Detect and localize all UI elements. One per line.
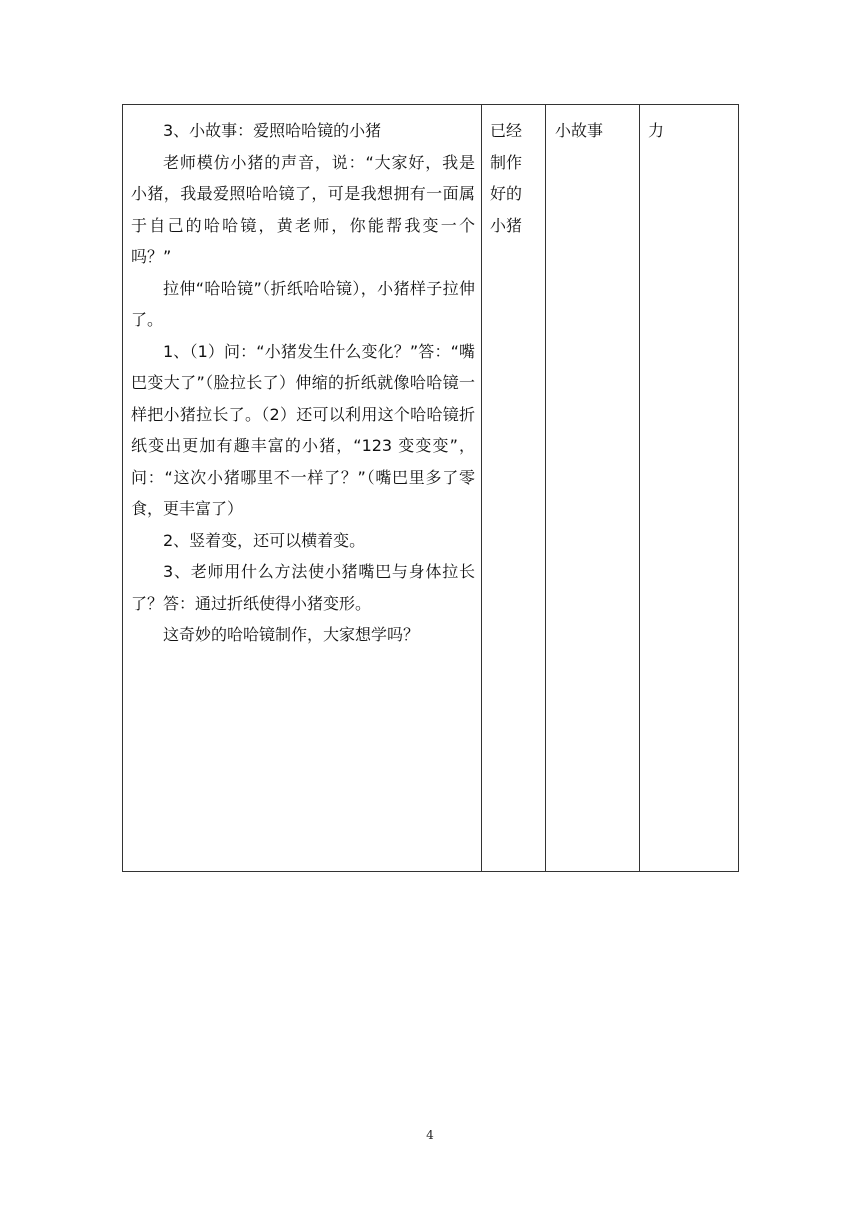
activity-paragraph: 2、竖着变，还可以横着变。	[163, 530, 366, 550]
activity-paragraph: 老师模仿小猪的声音，说：“大家好，我是小猪，我最爱照哈哈镜了，可是我想拥有一面属于自己的哈哈镜，黄老师，你能帮我变一个吗？”	[131, 152, 475, 266]
lesson-row	[123, 105, 739, 872]
materials-line: 制作	[490, 152, 523, 172]
materials-line: 已经	[490, 121, 523, 140]
activity-paragraph: 1、（1）问：“小猪发生什么变化？”答：“嘴巴变大了”（脸拉长了）伸缩的折纸就像哈哈镜一样把小猪拉长了。（2）还可以利用这个哈哈镜折纸变出更加有趣丰富的小猪，“123 变变变”，问：“这次小猪哪里不一样了？”（嘴巴里多了零食，更丰富了）	[131, 341, 475, 518]
lesson-table	[122, 104, 739, 872]
activity-heading: 3、小故事：爱照哈哈镜的小猪	[163, 121, 382, 140]
materials-line: 小猪	[490, 215, 523, 235]
activity-paragraph: 这奇妙的哈哈镜制作，大家想学吗？	[163, 625, 420, 644]
materials-cell	[482, 105, 546, 872]
activity-paragraph: 拉伸“哈哈镜”（折纸哈哈镜），小猪样子拉伸了。	[131, 278, 475, 329]
goal-cell: 力	[640, 105, 739, 872]
materials-line: 好的	[490, 184, 523, 203]
activity-cell	[123, 105, 482, 872]
activity-paragraph: 3、老师用什么方法使小猪嘴巴与身体拉长了？答：通过折纸使得小猪变形。	[131, 562, 475, 613]
form-cell: 小故事	[546, 105, 640, 872]
page-number: 4	[426, 1128, 434, 1142]
